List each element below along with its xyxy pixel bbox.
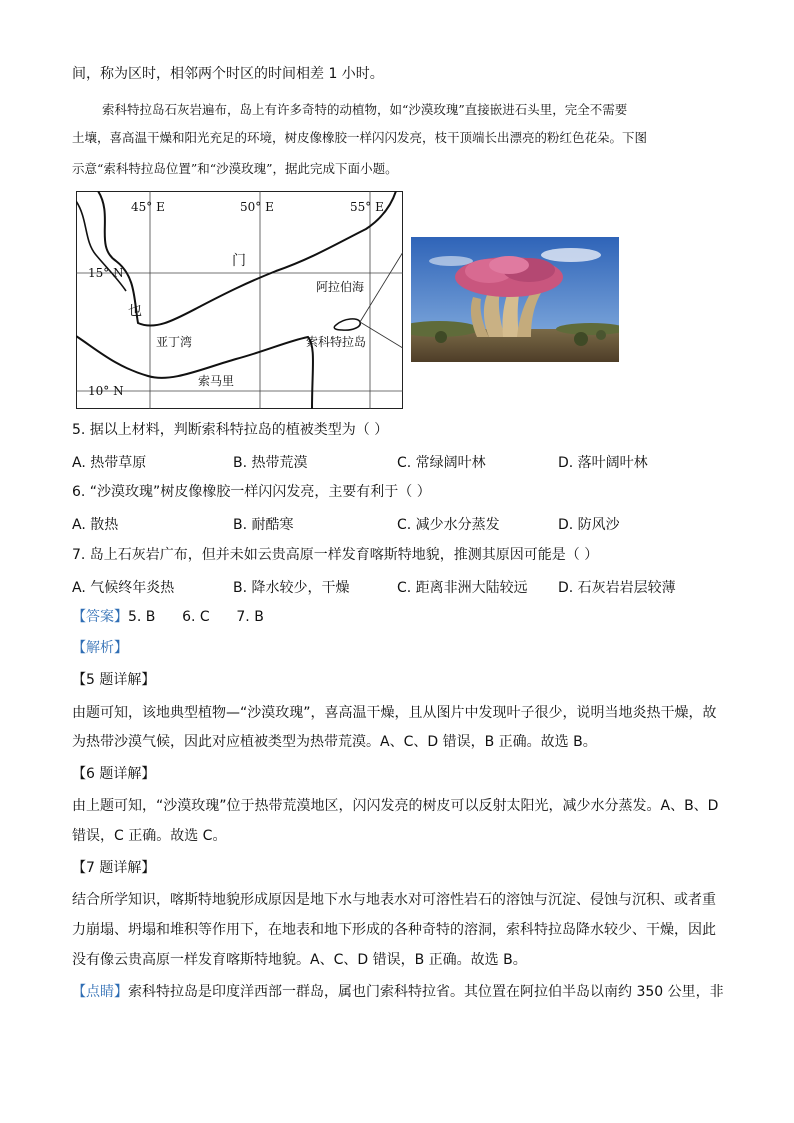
- question-5-option-b: B. 热带荒漠: [233, 455, 308, 471]
- q6-heading: 【6 题详解】: [72, 766, 156, 782]
- label-men: 门: [232, 253, 246, 269]
- desert-rose-photo: [411, 237, 619, 362]
- lon-label-55: 55° E: [350, 200, 384, 214]
- question-7-option-a: A. 气候终年炎热: [72, 580, 175, 596]
- question-5-option-c: C. 常绿阔叶林: [397, 455, 486, 471]
- dianjing-label: 【点睛】: [72, 984, 128, 1000]
- q5-heading: 【5 题详解】: [72, 672, 156, 688]
- lat-label-10: 10° N: [88, 384, 124, 398]
- q7-explanation-line-2: 力崩塌、坍塌和堆积等作用下，在地表和地下形成的各种奇特的溶洞，索科特拉岛降水较少、干燥，因此: [72, 922, 716, 938]
- dianjing-line: [72, 982, 724, 1002]
- q7-explanation-line-1: 结合所学知识，喀斯特地貌形成原因是地下水与地表水对可溶性岩石的溶蚀与沉淀、侵蚀与沉积、或者重: [72, 892, 716, 908]
- label-ye: 也: [128, 303, 142, 319]
- passage-line-1: 索科特拉岛石灰岩遍布，岛上有许多奇特的动植物，如“沙漠玫瑰”直接嵌进石头里，完全不需要: [102, 102, 628, 117]
- question-6-option-a: A. 散热: [72, 517, 119, 533]
- question-6-stem: 6. “沙漠玫瑰”树皮像橡胶一样闪闪发亮，主要有利于（ ）: [72, 484, 431, 500]
- lon-label-50: 50° E: [240, 200, 274, 214]
- q7-explanation-line-3: 没有像云贵高原一样发育喀斯特地貌。A、C、D 错误，B 正确。故选 B。: [72, 952, 527, 968]
- label-arabian-sea: 阿拉伯海: [316, 280, 365, 294]
- analysis-label: 【解析】: [72, 640, 128, 656]
- question-7-option-c: C. 距离非洲大陆较远: [397, 580, 528, 596]
- answer-text: 5. B 6. C 7. B: [128, 609, 264, 625]
- passage-line-2: 土壤，喜高温干燥和阳光充足的环境，树皮像橡胶一样闪闪发亮，枝干顶端长出漂亮的粉红色花朵。下图: [72, 130, 648, 145]
- question-7-stem: 7. 岛上石灰岩广布，但并未如云贵高原一样发育喀斯特地貌，推测其原因可能是（ ）: [72, 547, 599, 563]
- dianjing-text: 索科特拉岛是印度洋西部一群岛，属也门索科特拉省。其位置在阿拉伯半岛以南约 350 公里，非: [128, 984, 724, 1000]
- q6-explanation-line-2: 错误，C 正确。故选 C。: [72, 828, 227, 844]
- question-5-option-d: D. 落叶阔叶林: [558, 455, 648, 471]
- socotra-location-map: [76, 191, 403, 409]
- question-6-option-b: B. 耐酷寒: [233, 517, 294, 533]
- question-5-option-a: A. 热带草原: [72, 455, 147, 471]
- q7-heading: 【7 题详解】: [72, 860, 156, 876]
- lat-label-15: 15° N: [88, 266, 124, 280]
- label-gulf-aden: 亚丁湾: [156, 335, 193, 349]
- q5-explanation-line-2: 为热带沙漠气候，因此对应植被类型为热带荒漠。A、C、D 错误，B 正确。故选 B。: [72, 734, 597, 750]
- answer-label: 【答案】: [72, 609, 128, 625]
- passage-line-3: 示意“索科特拉岛位置”和“沙漠玫瑰”，据此完成下面小题。: [72, 161, 398, 176]
- question-6-option-d: D. 防风沙: [558, 517, 620, 533]
- q6-explanation-line-1: 由上题可知，“沙漠玫瑰”位于热带荒漠地区，闪闪发亮的树皮可以反射太阳光，减少水分蒸发。A、B、D: [72, 798, 719, 814]
- label-somalia: 索马里: [198, 374, 235, 388]
- question-7-option-d: D. 石灰岩岩层较薄: [558, 580, 676, 596]
- question-7-option-b: B. 降水较少，干燥: [233, 580, 350, 596]
- answer-line: [72, 607, 264, 627]
- lon-label-45: 45° E: [131, 200, 165, 214]
- intro-tail-text: 间，称为区时，相邻两个时区的时间相差 1 小时。: [72, 66, 384, 82]
- label-socotra: 索科特拉岛: [306, 335, 367, 349]
- question-6-option-c: C. 减少水分蒸发: [397, 517, 500, 533]
- question-5-stem: 5. 据以上材料，判断索科特拉岛的植被类型为（ ）: [72, 422, 389, 438]
- q5-explanation-line-1: 由题可知，该地典型植物—“沙漠玫瑰”，喜高温干燥，且从图片中发现叶子很少，说明当地炎热干燥，故: [72, 705, 717, 721]
